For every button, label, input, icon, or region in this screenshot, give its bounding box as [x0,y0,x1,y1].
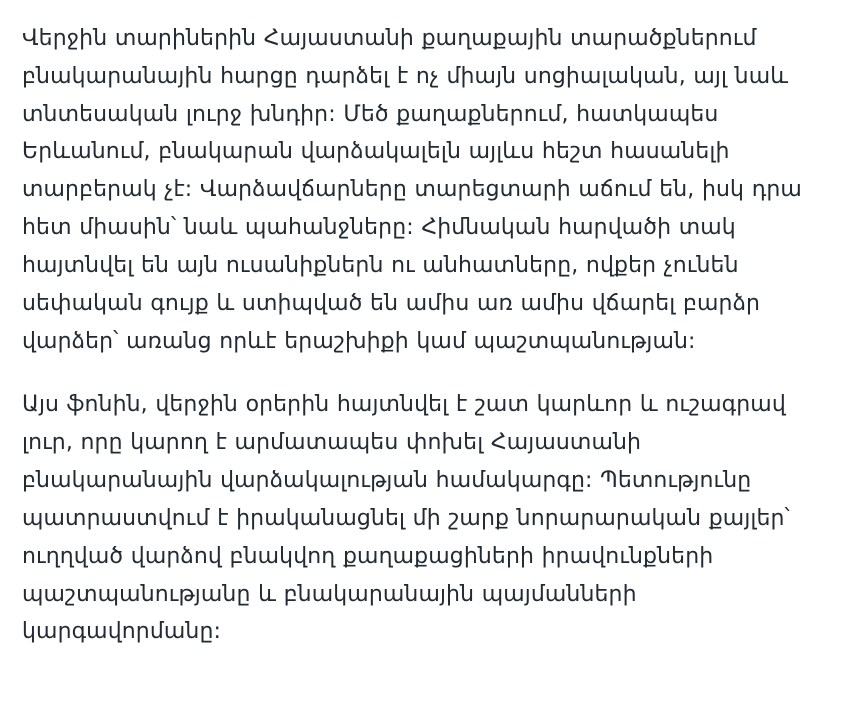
paragraph-1: Վերջին տարիներին Հայաստանի քաղաքային տարածքներում բնակարանային հարցը դարձել է ոչ միայն սոցիալական, այլ նաև տնտեսական լուրջ խնդիր: Մեծ քաղաքներում, հատկապես Երևանում, բնակարան վարձակալելն այլևս հեշտ հասանելի տարբերակ չէ: Վարձավճարները տարեցտարի աճում են, իսկ դրա հետ միասին՝ նաև պահանջները: Հիմնական հարվածի տակ հայտնվել են այն ուսանիքներն ու անհատները, ովքեր չունեն սեփական գույք և ստիպված են ամիս առ ամիս վճարել բարձր վարձեր՝ առանց որևէ երաշխիքի կամ պաշտպանության: [22,26,802,354]
paragraph-2: Այս ֆոնին, վերջին օրերին հայտնվել է շատ կարևոր և ուշագրավ լուր, որը կարող է արմատապես փոխել Հայաստանի բնակարանային վարձակալության համակարգը: Պետությունը պատրաստվում է իրականացնել մի շարք նորարարական քայլեր՝ ուղղված վարձով բնակվող քաղաքացիների իրավունքների պաշտպանությանը և բնակարանային պայմանների կարգավորմանը: [22,392,790,645]
